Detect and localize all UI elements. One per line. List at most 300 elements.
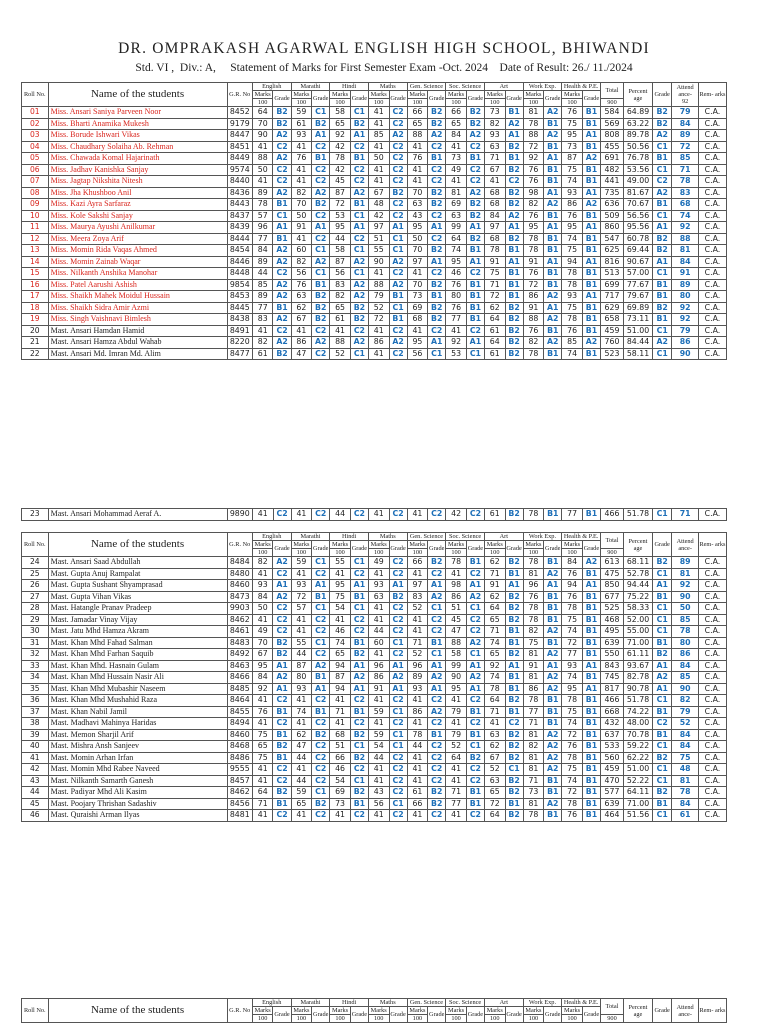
subject-grade: C2: [389, 557, 407, 569]
subject-marks: 41: [252, 141, 273, 153]
attendance: 86: [672, 337, 699, 349]
remarks: C.A.: [698, 325, 726, 337]
student-name: Mast. Momin Arhan Irfan: [48, 752, 227, 764]
subject-grade: C2: [312, 626, 330, 638]
subject-grade: C2: [312, 176, 330, 188]
gr-no: 8466: [227, 672, 252, 684]
subject-grade: A1: [582, 291, 600, 303]
subject-marks: 43: [407, 210, 428, 222]
subject-grade: A1: [505, 256, 523, 268]
subject-marks: 76: [562, 107, 583, 119]
subject-grade: B1: [544, 325, 562, 337]
subject-marks: 82: [523, 626, 544, 638]
subject-marks: 99: [446, 222, 467, 234]
remarks: C.A.: [698, 141, 726, 153]
overall-grade: B2: [653, 649, 672, 661]
subject-marks: 95: [330, 222, 351, 234]
roll-no: 43: [22, 775, 49, 787]
marks-table-block-4: [21, 998, 727, 1023]
subject-grade: A2: [582, 153, 600, 165]
subject-grade: C2: [466, 325, 484, 337]
student-name: Mast. Khan Mhd. Hasnain Gulam: [48, 660, 227, 672]
subject-grade: A1: [505, 660, 523, 672]
subject-grade: B2: [350, 118, 368, 130]
subject-grade: B1: [582, 810, 600, 822]
subject-grade: B1: [273, 302, 291, 314]
subject-grade: C1: [312, 787, 330, 799]
subject-grade: A2: [544, 291, 562, 303]
subject-grade: A1: [466, 222, 484, 234]
roll-no: 05: [22, 153, 49, 165]
gr-no: 8481: [227, 810, 252, 822]
header-name: Name of the students: [48, 999, 227, 1023]
subject-marks: 66: [407, 107, 428, 119]
subject-grade: B1: [544, 164, 562, 176]
remarks: C.A.: [698, 626, 726, 638]
subject-marks: 65: [291, 798, 312, 810]
subject-grade: A2: [466, 637, 484, 649]
student-name: Mast. Hatangle Pranav Pradeep: [48, 603, 227, 615]
subject-marks: 72: [562, 637, 583, 649]
subject-marks: 78: [523, 557, 544, 569]
subject-marks: 84: [252, 591, 273, 603]
subject-grade: B1: [466, 557, 484, 569]
remarks: C.A.: [698, 348, 726, 360]
header-gr: G.R. No: [227, 533, 252, 557]
header-grade-col: Grade: [653, 999, 672, 1023]
total-marks: 569: [601, 118, 624, 130]
subject-marks: 44: [368, 626, 389, 638]
header-subject: Gen. Science: [407, 533, 446, 541]
subject-grade: A1: [466, 660, 484, 672]
total-marks: 466: [601, 695, 624, 707]
remarks: C.A.: [698, 637, 726, 649]
remarks: C.A.: [698, 810, 726, 822]
subject-marks: 41: [291, 626, 312, 638]
subject-grade: B1: [505, 706, 523, 718]
student-name: Miss. Kole Sakshi Sanjay: [48, 210, 227, 222]
student-name: Mast. Khan Mhd Hussain Nasir Ali: [48, 672, 227, 684]
subject-marks: 71: [252, 798, 273, 810]
subject-grade: B1: [505, 291, 523, 303]
subject-marks: 82: [291, 187, 312, 199]
roll-no: 28: [22, 603, 49, 615]
header-marks: Marks: [484, 1007, 505, 1015]
subject-grade: C2: [312, 695, 330, 707]
subject-marks: 76: [523, 164, 544, 176]
subject-marks: 69: [407, 302, 428, 314]
subject-marks: 84: [484, 210, 505, 222]
subject-marks: 74: [562, 672, 583, 684]
subject-grade: B2: [505, 695, 523, 707]
subject-marks: 72: [484, 291, 505, 303]
subject-marks: 71: [484, 279, 505, 291]
subject-grade: B1: [582, 325, 600, 337]
subject-marks: 78: [523, 695, 544, 707]
attendance: 81: [672, 568, 699, 580]
attendance: 50: [672, 603, 699, 615]
subject-marks: 96: [523, 580, 544, 592]
header-max: 100: [368, 549, 389, 557]
subject-marks: 78: [562, 752, 583, 764]
header-max: 100: [407, 99, 428, 107]
subject-grade: B1: [505, 245, 523, 257]
gr-no: 8477: [227, 348, 252, 360]
total-marks: 625: [601, 245, 624, 257]
subject-marks: 65: [484, 787, 505, 799]
header-grade: Grade: [582, 91, 600, 107]
remarks: C.A.: [698, 672, 726, 684]
subject-grade: B2: [273, 118, 291, 130]
subject-grade: C1: [466, 649, 484, 661]
subject-marks: 41: [407, 164, 428, 176]
attendance: 90: [672, 591, 699, 603]
subject-marks: 88: [368, 279, 389, 291]
total-marks: 525: [601, 603, 624, 615]
percentage: 49.00: [623, 176, 652, 188]
subject-marks: 41: [291, 509, 312, 521]
attendance: 75: [672, 752, 699, 764]
table-row: [22, 775, 727, 787]
remarks: C.A.: [698, 614, 726, 626]
gr-no: 8485: [227, 683, 252, 695]
subject-marks: 50: [291, 210, 312, 222]
subject-marks: 77: [523, 706, 544, 718]
attendance: 78: [672, 626, 699, 638]
subject-marks: 78: [562, 279, 583, 291]
percentage: 77.67: [623, 279, 652, 291]
subject-marks: 78: [252, 199, 273, 211]
gr-no: 8464: [227, 695, 252, 707]
subject-marks: 76: [562, 210, 583, 222]
subject-marks: 90: [368, 256, 389, 268]
subject-grade: A2: [428, 672, 446, 684]
subject-grade: B2: [505, 787, 523, 799]
subject-grade: B1: [466, 302, 484, 314]
table-row: [22, 164, 727, 176]
roll-no: 25: [22, 568, 49, 580]
attendance: 79: [672, 706, 699, 718]
subject-marks: 41: [407, 568, 428, 580]
subject-grade: B1: [582, 268, 600, 280]
subject-marks: 84: [252, 245, 273, 257]
subject-marks: 67: [484, 164, 505, 176]
attendance: 72: [672, 141, 699, 153]
subject-grade: C2: [389, 764, 407, 776]
subject-marks: 74: [446, 245, 467, 257]
total-marks: 860: [601, 222, 624, 234]
subject-grade: B1: [582, 141, 600, 153]
header-subject: Gen. Science: [407, 999, 446, 1007]
subject-grade: C1: [389, 245, 407, 257]
subject-marks: 75: [562, 706, 583, 718]
subject-grade: C2: [428, 509, 446, 521]
subject-marks: 92: [252, 683, 273, 695]
attendance: 84: [672, 118, 699, 130]
header-max: 100: [484, 549, 505, 557]
subject-grade: A2: [505, 210, 523, 222]
subject-grade: A2: [350, 187, 368, 199]
subject-marks: 64: [484, 810, 505, 822]
header-marks: Marks: [523, 541, 544, 549]
subject-marks: 72: [368, 314, 389, 326]
subject-grade: A1: [273, 222, 291, 234]
subject-grade: B1: [544, 775, 562, 787]
subject-grade: C2: [389, 603, 407, 615]
subject-marks: 76: [562, 810, 583, 822]
subject-grade: B1: [544, 268, 562, 280]
subject-marks: 41: [330, 695, 351, 707]
header-max: 100: [330, 99, 351, 107]
gr-no: 8468: [227, 741, 252, 753]
student-name: Mast. Ansari Md. Imran Md. Alim: [48, 348, 227, 360]
header-marks: Marks: [330, 91, 351, 99]
overall-grade: A2: [653, 130, 672, 142]
subject-grade: A1: [544, 302, 562, 314]
subject-marks: 46: [330, 626, 351, 638]
header-max: 100: [562, 99, 583, 107]
header-grade: Grade: [350, 91, 368, 107]
subject-grade: B2: [312, 314, 330, 326]
subject-marks: 50: [368, 153, 389, 165]
subject-grade: B1: [544, 279, 562, 291]
subject-marks: 45: [446, 614, 467, 626]
subject-grade: C2: [428, 233, 446, 245]
subject-marks: 93: [484, 130, 505, 142]
subject-marks: 42: [330, 141, 351, 153]
subject-marks: 41: [446, 141, 467, 153]
percentage: 51.78: [623, 695, 652, 707]
subject-marks: 59: [368, 706, 389, 718]
total-marks: 533: [601, 741, 624, 753]
remarks: C.A.: [698, 706, 726, 718]
gr-no: 9574: [227, 164, 252, 176]
subject-grade: A2: [312, 337, 330, 349]
header-subject: Health & P.E.: [562, 533, 601, 541]
subject-grade: B1: [582, 752, 600, 764]
subject-grade: B1: [466, 279, 484, 291]
subject-grade: B1: [582, 302, 600, 314]
subject-marks: 41: [407, 626, 428, 638]
subject-grade: A1: [428, 683, 446, 695]
subject-grade: A2: [273, 130, 291, 142]
subject-grade: B1: [582, 741, 600, 753]
subject-grade: C2: [312, 568, 330, 580]
subject-marks: 41: [252, 764, 273, 776]
subject-marks: 61: [484, 509, 505, 521]
subject-marks: 52: [330, 348, 351, 360]
subject-marks: 41: [330, 718, 351, 730]
attendance: 91: [672, 268, 699, 280]
gr-no: 8453: [227, 291, 252, 303]
header-grade: Grade: [544, 541, 562, 557]
subject-marks: 41: [330, 568, 351, 580]
roll-no: 38: [22, 718, 49, 730]
percentage: 69.44: [623, 245, 652, 257]
total-marks: 455: [601, 141, 624, 153]
attendance: 61: [672, 810, 699, 822]
overall-grade: A1: [653, 660, 672, 672]
percentage: 62.22: [623, 752, 652, 764]
subject-marks: 79: [446, 729, 467, 741]
subject-grade: C1: [428, 649, 446, 661]
overall-grade: B1: [653, 706, 672, 718]
attendance: 52: [672, 718, 699, 730]
percentage: 76.78: [623, 153, 652, 165]
attendance: 71: [672, 509, 699, 521]
subject-marks: 52: [368, 302, 389, 314]
subject-grade: C2: [273, 164, 291, 176]
header-grade: Grade: [582, 541, 600, 557]
attendance: 89: [672, 130, 699, 142]
header-percentage: Percent age: [623, 999, 652, 1023]
subject-grade: B1: [466, 798, 484, 810]
roll-no: 45: [22, 798, 49, 810]
subject-grade: C2: [350, 233, 368, 245]
header-subject: Marathi: [291, 83, 330, 91]
subject-grade: B1: [273, 199, 291, 211]
header-marks: Marks: [252, 541, 273, 549]
total-marks: 817: [601, 683, 624, 695]
header-subject: Hindi: [330, 533, 369, 541]
subject-marks: 74: [562, 348, 583, 360]
subject-grade: B1: [544, 603, 562, 615]
student-name: Mast. Memon Sharjil Arif: [48, 729, 227, 741]
subject-grade: A1: [428, 222, 446, 234]
subject-marks: 95: [252, 660, 273, 672]
subject-grade: B2: [350, 649, 368, 661]
subject-grade: B1: [273, 706, 291, 718]
header-grade: Grade: [428, 1007, 446, 1023]
subject-marks: 78: [562, 268, 583, 280]
subject-marks: 62: [291, 302, 312, 314]
subject-grade: A1: [505, 580, 523, 592]
subject-marks: 65: [407, 118, 428, 130]
student-name: Miss. Jha Khushboo Anil: [48, 187, 227, 199]
table-row: [22, 268, 727, 280]
subject-grade: B2: [428, 314, 446, 326]
subject-grade: A2: [505, 118, 523, 130]
student-name: Miss. Singh Vaishnavi Bimlesh: [48, 314, 227, 326]
subject-grade: C2: [466, 141, 484, 153]
percentage: 64.11: [623, 787, 652, 799]
subject-marks: 70: [291, 199, 312, 211]
subject-grade: B2: [428, 118, 446, 130]
remarks: C.A.: [698, 660, 726, 672]
gr-no: 8473: [227, 591, 252, 603]
roll-no: 35: [22, 683, 49, 695]
table-row: [22, 314, 727, 326]
subject-marks: 86: [368, 337, 389, 349]
subject-marks: 76: [407, 153, 428, 165]
subject-marks: 64: [252, 107, 273, 119]
subject-grade: C2: [389, 718, 407, 730]
subject-marks: 91: [368, 683, 389, 695]
overall-grade: B1: [653, 637, 672, 649]
subject-marks: 78: [446, 557, 467, 569]
subject-marks: 41: [330, 614, 351, 626]
subject-grade: B1: [505, 672, 523, 684]
subject-grade: B2: [273, 107, 291, 119]
subject-grade: A2: [273, 591, 291, 603]
student-name: Miss. Borude Ishwari Vikas: [48, 130, 227, 142]
table-row: [22, 649, 727, 661]
overall-grade: B1: [653, 153, 672, 165]
subject-marks: 67: [484, 752, 505, 764]
table-row: [22, 637, 727, 649]
table-row: [22, 233, 727, 245]
student-name: Mast. Gupta Vihan Vikas: [48, 591, 227, 603]
header-grade: Grade: [505, 1007, 523, 1023]
header-max: 100: [368, 1015, 389, 1023]
subject-grade: B1: [544, 557, 562, 569]
subject-grade: A1: [582, 130, 600, 142]
roll-no: 18: [22, 302, 49, 314]
subject-grade: C1: [466, 348, 484, 360]
gr-no: 8439: [227, 222, 252, 234]
subject-marks: 46: [330, 764, 351, 776]
total-marks: 560: [601, 752, 624, 764]
subject-grade: C2: [389, 614, 407, 626]
subject-marks: 52: [446, 741, 467, 753]
student-name: Mast. Ansari Saad Abdullah: [48, 557, 227, 569]
subject-marks: 58: [330, 245, 351, 257]
subject-marks: 51: [446, 603, 467, 615]
subject-marks: 63: [484, 729, 505, 741]
subject-grade: C2: [350, 176, 368, 188]
attendance: 79: [672, 107, 699, 119]
subject-grade: A2: [273, 557, 291, 569]
header-marks: Marks: [330, 541, 351, 549]
subject-grade: C2: [466, 775, 484, 787]
subject-grade: B2: [466, 107, 484, 119]
remarks: C.A.: [698, 291, 726, 303]
subject-marks: 81: [523, 798, 544, 810]
table-row: [22, 752, 727, 764]
header-max: 100: [252, 99, 273, 107]
subject-marks: 41: [446, 810, 467, 822]
subject-grade: B1: [350, 153, 368, 165]
subject-marks: 81: [523, 107, 544, 119]
header-grade-col: Grade: [653, 533, 672, 557]
header-marks: Marks: [252, 1007, 273, 1015]
overall-grade: B1: [653, 798, 672, 810]
table-row: [22, 348, 727, 360]
table-row: [22, 557, 727, 569]
subject-grade: B1: [350, 591, 368, 603]
subject-marks: 73: [407, 291, 428, 303]
subject-marks: 85: [252, 279, 273, 291]
subject-grade: C2: [428, 718, 446, 730]
subject-marks: 63: [484, 141, 505, 153]
header-grade: Grade: [312, 541, 330, 557]
roll-no: 08: [22, 187, 49, 199]
total-marks: 513: [601, 268, 624, 280]
header-subject: Soc. Science: [446, 999, 485, 1007]
subject-grade: C2: [389, 164, 407, 176]
header-max: 100: [484, 1015, 505, 1023]
subject-marks: 98: [523, 187, 544, 199]
subject-grade: B2: [505, 649, 523, 661]
subject-marks: 68: [330, 729, 351, 741]
remarks: C.A.: [698, 176, 726, 188]
subject-marks: 76: [523, 268, 544, 280]
subject-marks: 41: [407, 176, 428, 188]
subject-grade: C2: [466, 810, 484, 822]
subject-marks: 65: [446, 118, 467, 130]
subject-marks: 75: [252, 752, 273, 764]
subject-marks: 41: [407, 775, 428, 787]
